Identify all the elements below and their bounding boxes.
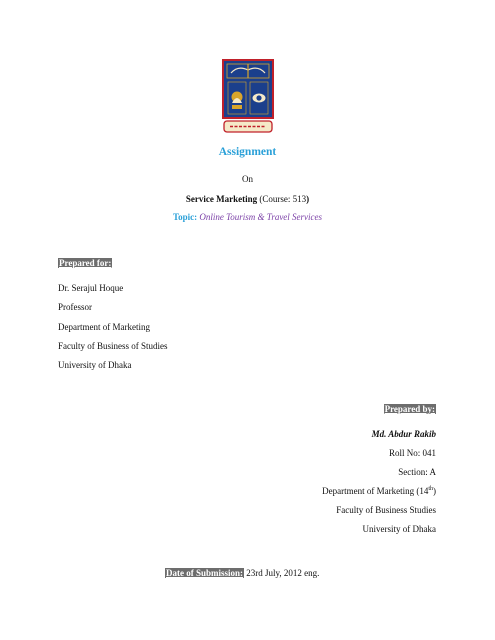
prepared-for-university: University of Dhaka	[58, 360, 132, 370]
submission-label: Date of Submission:	[166, 568, 244, 578]
prepared-for-name: Dr. Serajul Hoque	[58, 283, 124, 293]
student-university: University of Dhaka	[362, 524, 436, 534]
prepared-for-label-wrap	[58, 258, 112, 269]
prepared-by-label: Prepared by:	[384, 404, 435, 414]
prepared-by-label-wrap	[384, 404, 436, 415]
student-faculty: Faculty of Business Studies	[336, 505, 436, 515]
prepared-for-faculty: Faculty of Business of Studies	[58, 341, 168, 351]
course-close: )	[306, 194, 310, 204]
document-title: Assignment	[218, 146, 277, 158]
university-crest-icon	[222, 59, 274, 135]
topic-line	[0, 212, 495, 223]
submission-date: 23rd July, 2012 eng.	[244, 568, 320, 578]
student-department	[322, 486, 436, 497]
topic-label: Topic:	[172, 212, 198, 222]
submission-line	[165, 568, 319, 579]
department-close: )	[433, 486, 436, 496]
course-code: (Course: 513	[257, 194, 307, 204]
university-logo	[222, 59, 274, 135]
course-line	[0, 194, 495, 205]
roll-number: Roll No: 041	[388, 448, 436, 458]
prepared-for-title: Professor	[58, 302, 92, 312]
course-name: Service Marketing	[185, 194, 258, 204]
topic-value: Online Tourism & Travel Services	[197, 212, 323, 222]
prepared-for-department: Department of Marketing	[58, 322, 150, 332]
department-text: Department of Marketing (14	[322, 486, 429, 496]
student-name: Md. Abdur Rakib	[371, 429, 436, 439]
department-superscript: th	[428, 486, 433, 492]
prepared-for-label: Prepared for:	[59, 258, 112, 268]
section: Section: A	[398, 467, 436, 477]
on-text: On	[242, 174, 253, 184]
